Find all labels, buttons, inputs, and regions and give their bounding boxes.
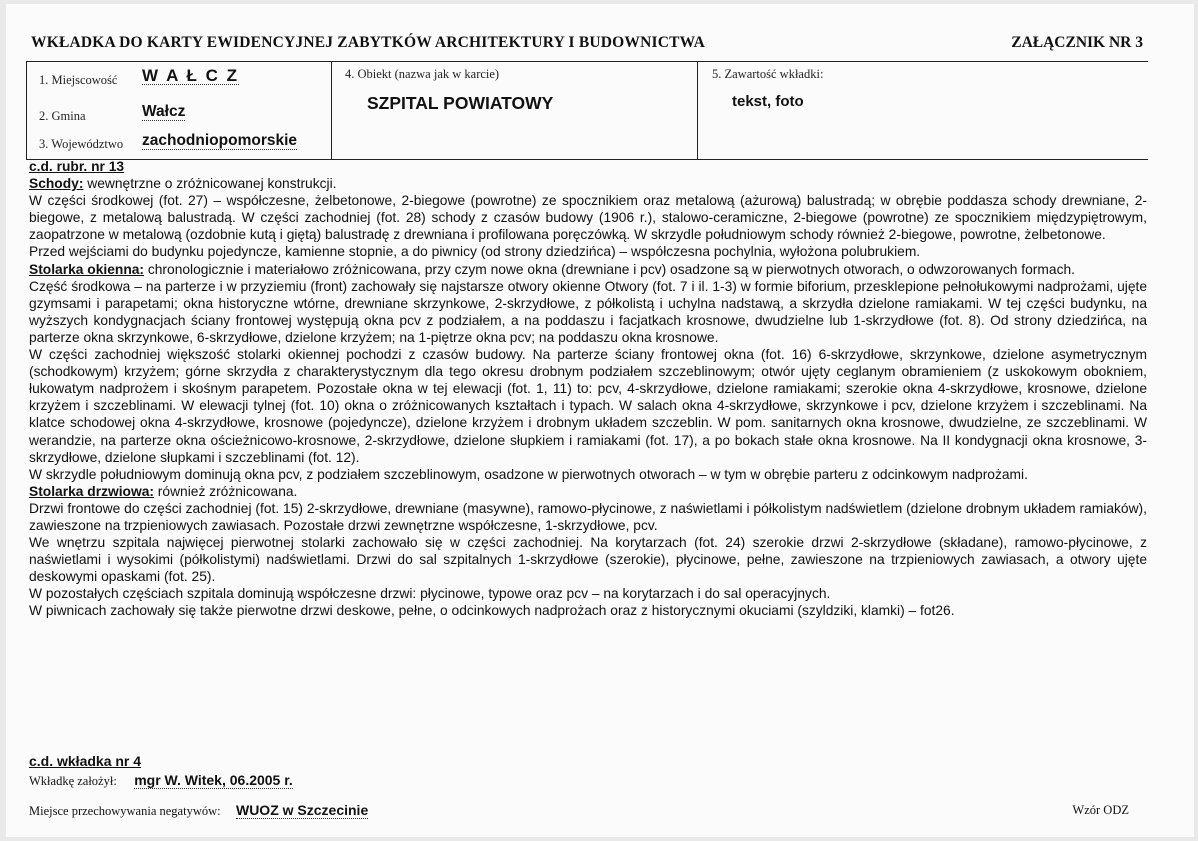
prepared-label: Wkładkę założył: [29, 774, 117, 788]
paragraph: W skrzydle południowym dominują okna pcv, z podziałem szczeblinowym, osadzone w pierwotnych otworach – w tym w obrębie parteru z odcinkowym nadprożami. [29, 466, 1028, 482]
schody-heading: Schody: [29, 176, 84, 192]
miejscowosc-label: 1. Miejscowość [39, 73, 118, 87]
document-page [6, 4, 1194, 837]
gmina-value: Wałcz [142, 103, 186, 120]
rubric-heading: c.d. rubr. nr 13 [29, 159, 125, 174]
obiekt-value: SZPITAL POWIATOWY [367, 93, 554, 113]
obiekt-label: 4. Obiekt (nazwa jak w karcie) [345, 67, 500, 81]
content-section [29, 158, 1147, 620]
okienna-paragraph [29, 261, 1147, 278]
prepared-by-row [29, 772, 293, 789]
schody-paragraph [29, 175, 1147, 192]
drzwiowa-heading: Stolarka drzwiowa: [29, 483, 154, 499]
okienna-intro: chronologicznie i materiałowo zróżnicowana, przy czym nowe okna (drewniane i pcv) osadzone są w pierwotnych otworach, o odwzorowanych formach. [144, 261, 1075, 277]
wojewodztwo-value: zachodniopomorskie [142, 132, 298, 149]
paragraph: W części zachodniej większość stolarki okiennej pochodzi z czasów budowy. Na parterze ściany frontowej okna (fot. 16) 6-skrzydłowe, skrzynkowe, dzielone asymetrycznym (schodkowym) krzyżem; górne skrzydła z charakterystycznym dla tego okresu drobnym podziałem szczeblinowym; otwór ujęty ceglanym obramieniem (z uskokowym obokniem, łukowatym nadprożem i skośnym parapetem. Pozostałe okna w tej elewacji (fot. 1, 11) to: pcv, 4-skrzydłowe, dzielone ramiakami; szerokie okna 4-skrzydłowe, krosnowe, dzielone krzyżem i szczeblinami. W elewacji tylnej (fot. 10) okna o zróżnicowanych kształtach i typach. W salach okna 4-skrzydłowe, skrzynkowe i pcv, dzielone krzyżem i szczeblinami. Na klatce schodowej okna 4-skrzydłowe, krosnowe (pojedyncze), dzielone krzyżem i drobnym układem szczeblin. W pom. sanitarnych okna krosnowe, dwudzielne, ze szczeblinami. W werandzie, na parterze okna ościeżnicowo-krosnowe, 2-skrzydłowe, dzielone słupkiem i ramiakami (fot. 17), a po bokach stałe okna krosnowe. Na II kondygnacji okna krosnowe, 3-skrzydłowe, dzielone słupkami i szczeblinami (fot. 12). [29, 347, 1147, 465]
paragraph: Część środkowa – na parterze i w przyziemiu (front) zachowały się najstarsze otwory okienne Otwory (fot. 7 i il. 1-3) w formie biforium, przesklepione pełnołukowymi nadprożami, ujęte gzymsami i parapetami; okna historyczne wtórne, drewniane skrzynkowe, 2-skrzydłowe, z półkolistą i uchylna nadstawą, a skrzydła dzielone ramiakami. W tej części budynku, na wyższych kondygnacjach ściany frontowej występują okna pcv z podziałem, a na poddaszu i facjatkach krosnowe, dwudzielne lub 1-skrzydłowe (fot. 8). Od strony dziedzińca, na parterze okna skrzynkowe, 6-skrzydłowe, dzielone krzyżem; na 1-piętrze okna pcv; na poddaszu okna krosnowe. [29, 278, 1147, 345]
storage-value: WUOZ w Szczecinie [235, 802, 369, 818]
drzwiowa-intro: również zróżnicowana. [153, 483, 298, 499]
zawartosc-value: tekst, foto [732, 93, 804, 110]
storage-label: Miejsce przechowywania negatywów: [29, 804, 221, 818]
wojewodztwo-label: 3. Województwo [39, 137, 124, 151]
gmina-label: 2. Gmina [39, 109, 86, 123]
storage-row [29, 802, 368, 819]
form-code: Wzór ODZ [1072, 803, 1129, 817]
prepared-value: mgr W. Witek, 06.2005 r. [134, 772, 293, 788]
zawartosc-label: 5. Zawartość wkładki: [712, 67, 824, 81]
paragraph: W części środkowej (fot. 27) – współczesne, żelbetonowe, 2-biegowe (powrotne) ze spocznikiem oraz metalową (ażurową) balustradą; w obrębie poddasza schody drewniane, 2-biegowe, z metalową balustradą. W części zachodniej (fot. 28) schody z czasów budowy (1906 r.), stalowo-ceramiczne, 2-biegowe (powrotne) ze spocznikiem międzypiętrowym, zaopatrzone w metalową (ozdobnie kutą i giętą) balustradę z drewniana i profilowana poręczówką. W skrzydle południowym schody również 2-biegowe, powrotne, żelbetonowe. [29, 193, 1147, 243]
miejscowosc-value: W A Ł C Z [142, 66, 239, 85]
paragraph: Drzwi frontowe do części zachodniej (fot. 15) 2-skrzydłowe, drewniane (masywne), ramowo-płycinowe, z naświetlami i półkolistym nadświetlem (dzielone drobnym układem ramiaków), zawieszone na trzpieniowych zawiasach. Pozostałe drzwi zewnętrzne współczesne, 1-skrzydłowe, pcv. [29, 500, 1147, 533]
attachment-number: ZAŁĄCZNIK NR 3 [1011, 34, 1143, 51]
paragraph: We wnętrzu szpitala najwięcej pierwotnej stolarki zachowało się w części zachodniej. Na korytarzach (fot. 24) szerokie drzwi 2-skrzydłowe (składane), ramowo-płycinowe, z naświetlami i wysokimi (półkolistymi) nadświetlami. Drzwi do sal szpitalnych 1-skrzydłowe (szerokie), płycinowe, pełne, zawieszone na trzpieniowych zawiasach, a otwory ujęte deskowymi opaskami (fot. 25). [29, 535, 1147, 585]
schody-intro: wewnętrzne o zróżnicowanej konstrukcji. [83, 176, 337, 192]
paragraph: W piwnicach zachowały się także pierwotne drzwi deskowe, pełne, o odcinkowych nadprożach oraz z historycznymi okuciami (szyldziki, klamki) – fot26. [29, 603, 955, 619]
continued-note: c.d. wkładka nr 4 [29, 753, 142, 769]
field-divider [697, 62, 698, 159]
header-fields-box [26, 61, 1148, 160]
drzwiowa-paragraph [29, 483, 1147, 500]
paragraph: Przed wejściami do budynku pojedyncze, kamienne stopnie, a do piwnicy (od strony dziedzińca) – współczesna pochylnia, wyłożona polubrukiem. [29, 244, 921, 260]
document-title: WKŁADKA DO KARTY EWIDENCYJNEJ ZABYTKÓW ARCHITEKTURY I BUDOWNICTWA [31, 34, 706, 51]
field-divider [331, 62, 332, 159]
paragraph: W pozostałych częściach szpitala dominują współczesne drzwi: płycinowe, typowe oraz pcv – na korytarzach i do sal operacyjnych. [29, 586, 831, 602]
okienna-heading: Stolarka okienna: [29, 261, 145, 277]
